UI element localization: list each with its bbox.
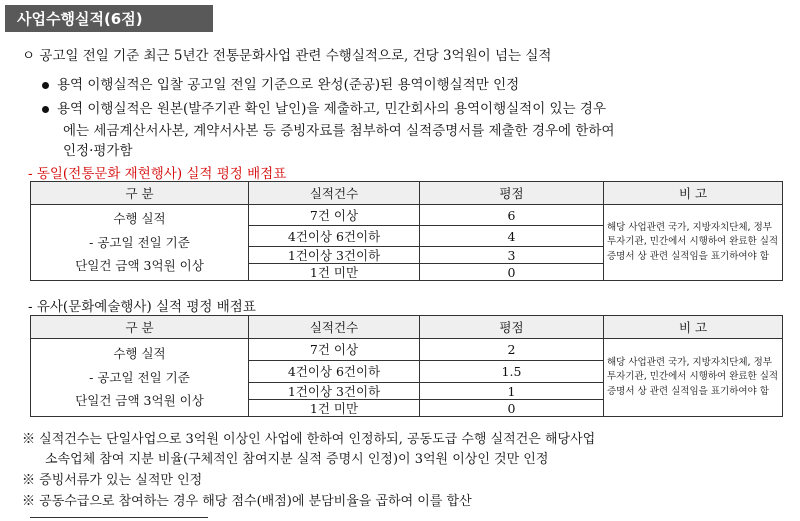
- remark-cell: 해당 사업관련 국가, 지방자치단체, 정부투자기관, 민간에서 시행하여 완료한 실적증명서 상 관련 실적임을 표기하여야 함: [604, 205, 783, 281]
- score-cell: 6: [420, 205, 604, 226]
- header-category: 구 분: [31, 316, 249, 339]
- bullet-2-cont2: 인정·평가함: [63, 143, 133, 159]
- section-title: 사업수행실적(6점): [17, 10, 143, 28]
- bullet-2-text: 용역 이행실적은 원본(발주기관 확인 날인)을 제출하고, 민간회사의 용역이행실적이 있는 경우: [57, 101, 607, 117]
- count-cell: 1건 미만: [249, 400, 420, 417]
- header-score: 평점: [420, 316, 604, 339]
- bullet-dot-icon: [42, 106, 49, 113]
- count-cell: 4건이상 6건이하: [249, 361, 420, 383]
- bullet-2-cont: 에는 세금계산서사본, 계약서사본 등 증빙자료를 첨부하여 실적증명서를 제출한 경우에 한하여: [63, 123, 615, 139]
- category-cell: [31, 205, 249, 281]
- bullet-2: [42, 97, 606, 117]
- score-cell: 4: [420, 226, 604, 247]
- score-cell: 1.5: [420, 361, 604, 383]
- category-line: - 공고일 전일 기준: [89, 234, 190, 250]
- header-count: 실적건수: [249, 316, 420, 339]
- intro-text: ㅇ 공고일 전일 기준 최근 5년간 전통문화사업 관련 수행실적으로, 건당 3억원이 넘는 실적: [22, 48, 552, 64]
- score-cell: 0: [420, 400, 604, 417]
- header-count: 실적건수: [249, 182, 420, 205]
- bullet-dot-icon: [42, 82, 49, 89]
- footer-divider: [30, 517, 208, 518]
- count-cell: 4건이상 6건이하: [249, 226, 420, 247]
- header-remark: 비 고: [604, 182, 783, 205]
- bullet-1: [42, 73, 519, 93]
- table1-title: - 동일(전통문화 재현행사) 실적 평정 배점표: [28, 166, 287, 182]
- table-row: [31, 205, 783, 226]
- category-cell: [31, 339, 249, 417]
- category-line: 수행 실적: [113, 345, 166, 361]
- note-2: ※ 증빙서류가 있는 실적만 인정: [22, 473, 203, 488]
- header-remark: 비 고: [604, 316, 783, 339]
- remark-cell: 해당 사업관련 국가, 지방자치단체, 정부투자기관, 민간에서 시행하여 완료한 실적증명서 상 관련 실적임을 표기하여야 함: [604, 339, 783, 417]
- bullet-1-text: 용역 이행실적은 입찰 공고일 전일 기준으로 완성(준공)된 용역이행실적만 인정: [57, 77, 520, 93]
- table-header-row: [31, 182, 783, 205]
- header-score: 평점: [420, 182, 604, 205]
- count-cell: 1건 미만: [249, 264, 420, 281]
- section-header: [5, 5, 213, 32]
- count-cell: 7건 이상: [249, 205, 420, 226]
- category-line: 단일건 금액 3억원 이상: [75, 258, 204, 274]
- note-1: ※ 실적건수는 단일사업으로 3억원 이상인 사업에 한하여 인정하되, 공동도급 수행 실적건은 해당사업: [22, 432, 596, 447]
- category-line: 수행 실적: [113, 210, 166, 226]
- table-row: [31, 339, 783, 361]
- note-3: ※ 공동수급으로 참여하는 경우 해당 점수(배점)에 분담비율을 곱하여 이를 합산: [22, 494, 472, 509]
- category-line: 단일건 금액 3억원 이상: [75, 393, 204, 409]
- score-table-2: [30, 315, 783, 417]
- note-1-cont: 소속업체 참여 지분 비율(구체적인 참여지분 실적 증명시 인정)이 3억원 이상인 것만 인정: [45, 452, 549, 467]
- table-header-row: [31, 316, 783, 339]
- count-cell: 1건이상 3건이하: [249, 383, 420, 400]
- score-cell: 1: [420, 383, 604, 400]
- count-cell: 1건이상 3건이하: [249, 247, 420, 264]
- table2-title: - 유사(문화예술행사) 실적 평정 배점표: [28, 299, 256, 315]
- category-line: - 공고일 전일 기준: [89, 369, 190, 385]
- score-cell: 2: [420, 339, 604, 361]
- header-category: 구 분: [31, 182, 249, 205]
- score-cell: 0: [420, 264, 604, 281]
- score-cell: 3: [420, 247, 604, 264]
- score-table-1: [30, 181, 783, 281]
- count-cell: 7건 이상: [249, 339, 420, 361]
